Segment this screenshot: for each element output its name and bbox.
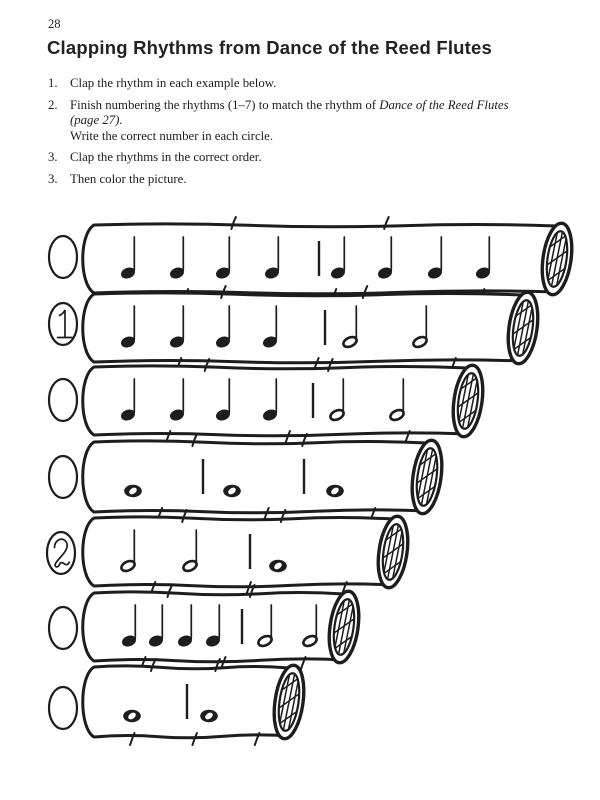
flute-row-7 (49, 659, 308, 745)
flute-row-4 (49, 434, 446, 520)
whole-note (123, 710, 141, 722)
whole-note (124, 485, 142, 497)
answer-circle[interactable] (49, 607, 77, 649)
instruction-segment: Write the correct number in each circle. (70, 128, 274, 143)
instruction-number: 3. (48, 172, 58, 187)
instruction-italic-segment: Dance of the Reed Flutes (page 27). (70, 97, 509, 128)
answer-circle[interactable] (49, 687, 77, 729)
page-title: Clapping Rhythms from Dance of the Reed Flutes (47, 37, 493, 58)
instruction-segment: Finish numbering the rhythms (1–7) to match the rhythm of (70, 97, 380, 112)
instruction-number: 1. (48, 76, 58, 90)
answer-circle[interactable] (49, 456, 77, 498)
flute-row-3 (49, 359, 487, 443)
answer-number (58, 310, 73, 338)
instruction-segment: Clap the rhythm in each example below. (70, 76, 277, 90)
whole-note (269, 560, 287, 572)
flute-body (83, 517, 393, 587)
flute-body (83, 441, 427, 513)
whole-note (200, 710, 218, 722)
instruction-segment: Clap the rhythms in the correct order. (70, 150, 262, 165)
flute-body (83, 293, 523, 363)
answer-circle[interactable] (49, 379, 77, 421)
flute-body (83, 592, 344, 662)
instruction-number: 2. (48, 97, 58, 112)
whole-note (223, 485, 241, 497)
answer-number (55, 539, 70, 567)
whole-note (326, 485, 344, 497)
flute-body (83, 366, 468, 436)
flute-row-2 (49, 286, 542, 370)
instruction-segment: Then color the picture. (70, 172, 187, 187)
instruction-number: 3. (48, 150, 58, 165)
flute-row-1 (49, 217, 576, 301)
answer-circle[interactable] (49, 303, 77, 345)
page-number: 28 (48, 17, 61, 31)
flute-row-5 (47, 510, 412, 594)
answer-circle[interactable] (49, 236, 77, 278)
flute-row-6 (49, 585, 363, 669)
